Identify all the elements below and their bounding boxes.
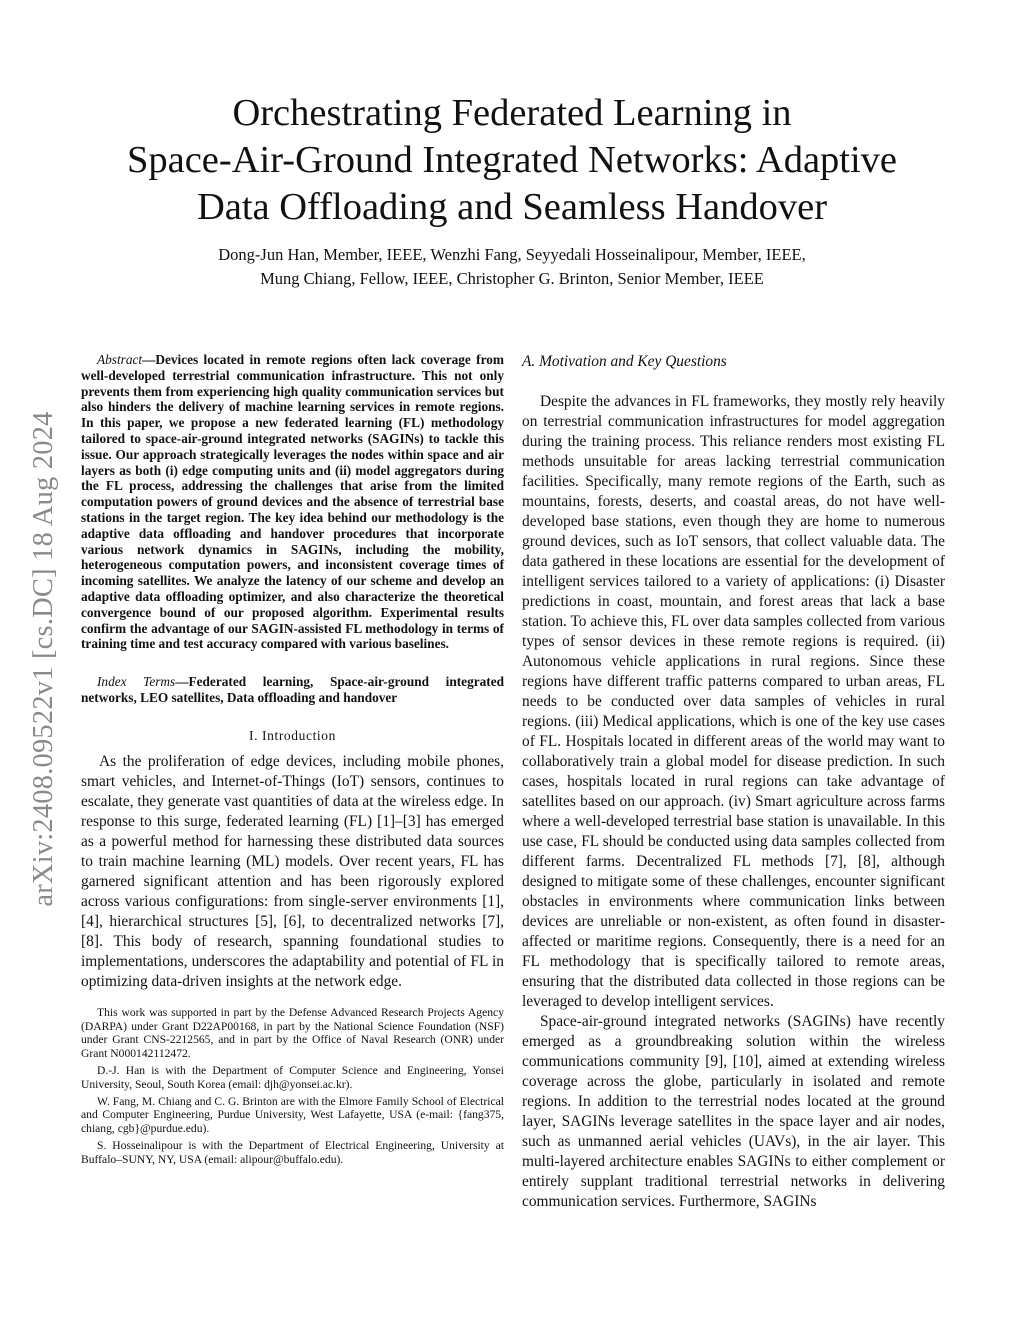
author-list xyxy=(80,243,944,291)
footnote-funding: This work was supported in part by the Defense Advanced Research Projects Agency (DARPA) under Grant D22AP00168, in part by the National Science Foundation (NSF) under Grant CNS-2212565, and in part by the Office of Naval Research (ONR) under Grant N000142112472. xyxy=(81,1005,504,1061)
arxiv-identifier xyxy=(26,348,62,970)
index-terms-label: Index Terms xyxy=(97,674,176,690)
motivation-paragraph-1: Despite the advances in FL frameworks, they mostly rely heavily on terrestrial communication infrastructures for model aggregation during the training process. This reliance renders most existing FL methods unsuitable for areas lacking terrestrial communication facilities. Specifically, many remote regions of the Earth, such as mountains, forests, deserts, and coastal areas, do not have well-developed base stations, even though they are home to numerous ground devices, such as IoT sensors, that collect valuable data. The data gathered in these locations are essential for the development of intelligent services tailored to a variety of applications: (i) Disaster predictions in coast, mountain, and forest areas that lack a base station. To achieve this, FL over data samples collected from various types of sensor devices in these remote regions is required. (ii) Autonomous vehicle applications in rural regions. Since these regions have different traffic patterns compared to urban areas, FL needs to be conducted over data samples of vehicles in rural regions. (iii) Medical applications, which is one of the key use cases of FL. Hospitals located in different areas of the world may want to collaboratively train a global model for disease prediction. In such cases, hospitals located in rural regions can take advantage of satellites based on our approach. (iv) Smart agriculture across farms where a well-developed terrestrial base station is unavailable. In this use case, FL should be conducted using data samples collected from different farms. Decentralized FL methods [7], [8], although designed to mitigate some of these challenges, encounter significant obstacles in environments where communication links between devices are unreliable or non-existent, as often found in disaster-affected or maritime regions. Consequently, there is a need for an FL methodology that is specifically tailored to remote areas, ensuring that the distributed data collected in those regions can be leveraged to develop intelligent services. xyxy=(522,393,945,1010)
paper-title xyxy=(80,90,944,231)
footnote-han: D.-J. Han is with the Department of Computer Science and Engineering, Yonsei University, Seoul, South Korea (email: djh@yonsei.ac.kr). xyxy=(81,1063,504,1091)
footnote-buffalo: S. Hosseinalipour is with the Department of Electrical Engineering, University at Buffalo–SUNY, NY, USA (email: alipour@buffalo.edu). xyxy=(81,1138,504,1166)
footnote-purdue: W. Fang, M. Chiang and C. G. Brinton are with the Elmore Family School of Electrical and Computer Engineering, Purdue University, West Lafayette, USA (e-mail: {fang375, chiang, cgb}@purdue.edu). xyxy=(81,1094,504,1136)
abstract-label: Abstract xyxy=(97,352,143,367)
paper-title-line-3: Data Offloading and Seamless Handover xyxy=(196,186,828,228)
author-line-2: Mung Chiang, Fellow, IEEE, Christopher G. Brinton, Senior Member, IEEE xyxy=(260,269,764,288)
subsection-heading-motivation: A. Motivation and Key Questions xyxy=(522,353,727,370)
motivation-paragraph-2: Space-air-ground integrated networks (SAGINs) have recently emerged as a groundbreaking solution within the wireless communications community [9], [10], aimed at extending wireless coverage across the globe, particularly in isolated and remote regions. In addition to the terrestrial nodes located at the ground layer, SAGINs leverage satellites in the space layer and air nodes, such as unmanned aerial vehicles (UAVs), in the air layer. This multi-layered architecture enables SAGINs to either complement or entirely supplant traditional terrestrial networks in delivering communication services. Furthermore, SAGINs xyxy=(522,1013,945,1210)
abstract xyxy=(81,352,504,652)
index-terms xyxy=(81,674,504,706)
right-column xyxy=(522,352,945,1212)
intro-paragraph: As the proliferation of edge devices, including mobile phones, smart vehicles, and Internet-of-Things (IoT) sensors, continues to escalate, they generate vast quantities of data at the wireless edge. In response to this surge, federated learning (FL) [1]–[3] has emerged as a powerful method for harnessing these distributed data sources to train machine learning (ML) models. Over recent years, FL has garnered significant attention and has been rigorously explored across various configurations: from single-server environments [1], [4], hierarchical structures [5], [6], to decentralized networks [7], [8]. This body of research, spanning foundational studies to implementations, underscores the adaptability and potential of FL in optimizing data-driven insights at the network edge. xyxy=(81,752,504,990)
paper-title-line-1: Orchestrating Federated Learning in xyxy=(232,92,792,134)
footnotes xyxy=(81,1006,504,1167)
paper-title-line-2: Space-Air-Ground Integrated Networks: Adaptive xyxy=(126,139,898,181)
section-heading-introduction: I. Introduction xyxy=(249,727,336,743)
arxiv-identifier-text: arXiv:2408.09522v1 [cs.DC] 18 Aug 2024 xyxy=(28,411,59,907)
abstract-text: —Devices located in remote regions often lack coverage from well-developed terrestrial communication infrastructure. This not only prevents them from experiencing high quality communication services but also hinders the delivery of machine learning services in remote regions. In this paper, we propose a new federated learning (FL) methodology tailored to space-air-ground integrated networks (SAGINs) to tackle this issue. Our approach strategically leverages the nodes within space and air layers as both (i) edge computing units and (ii) model aggregators during the FL process, addressing the challenges that arise from the limited computation powers of ground devices and the absence of terrestrial base stations in the target region. The key idea behind our methodology is the adaptive data offloading and handover procedures that incorporate various network dynamics in SAGINs, including the mobility, heterogeneous computation powers, and inconsistent coverage times of incoming satellites. We analyze the latency of our scheme and develop an adaptive data offloading optimizer, and also characterize the theoretical convergence bound of our proposed algorithm. Experimental results confirm the advantage of our SAGIN-assisted FL methodology in terms of training time and test accuracy compared with various baselines. xyxy=(81,352,504,652)
index-terms-text: —Federated learning, Space-air-ground integrated networks, LEO satellites, Data offloading and handover xyxy=(81,674,504,705)
author-line-1: Dong-Jun Han, Member, IEEE, Wenzhi Fang, Seyyedali Hosseinalipour, Member, IEEE, xyxy=(218,245,806,264)
left-column xyxy=(81,352,504,1170)
